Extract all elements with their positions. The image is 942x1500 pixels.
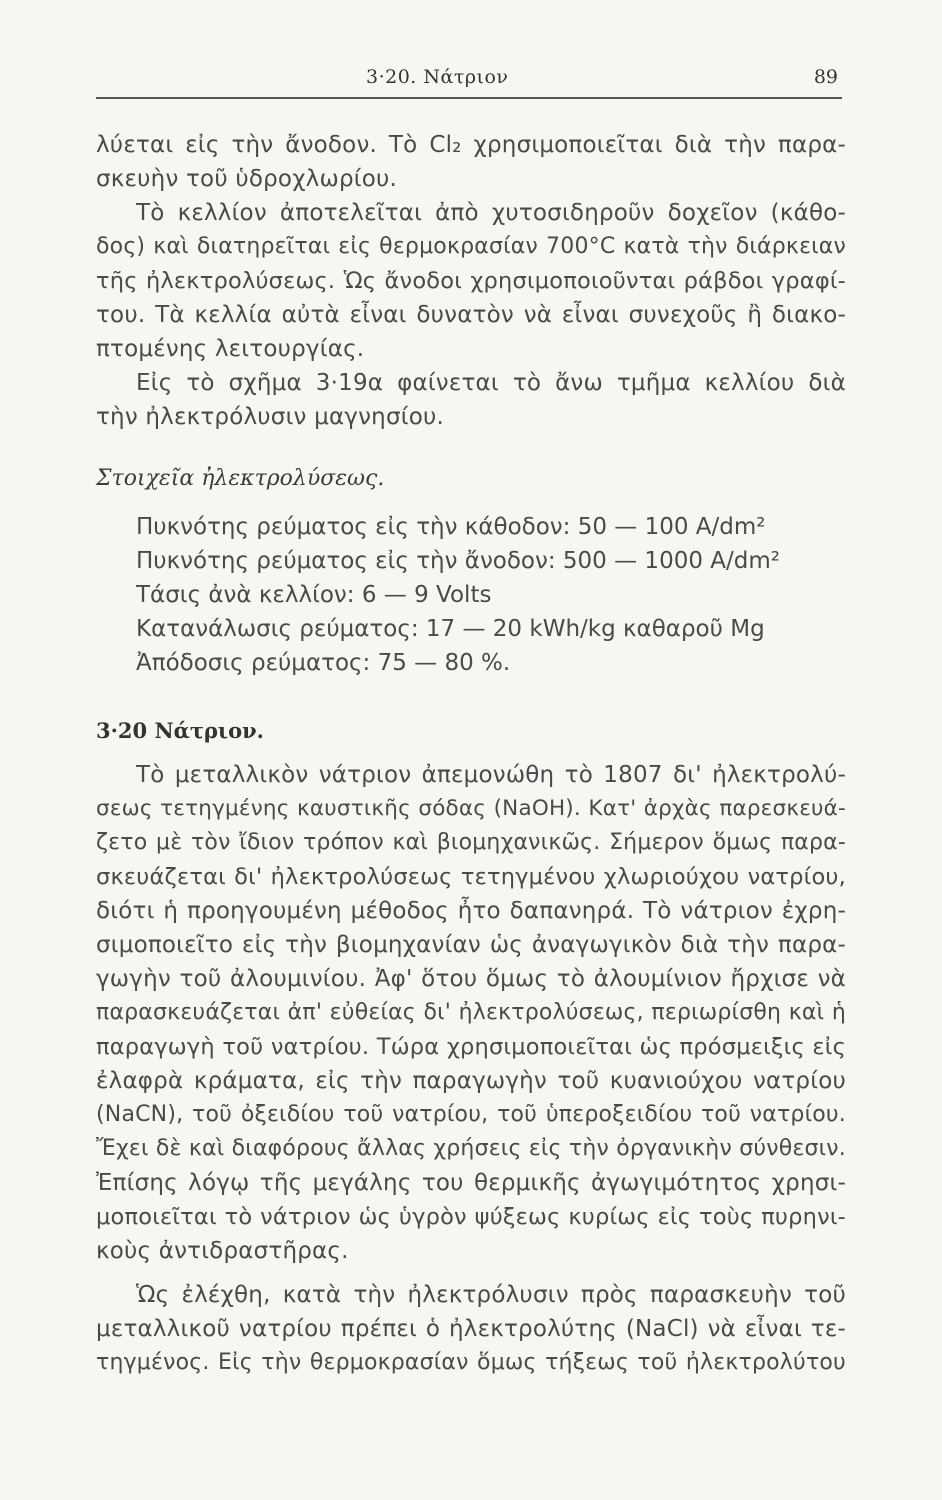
text-line: γωγὴν τοῦ ἀλουμινίου. Ἀφ' ὅτου ὅμως τὸ ἀλουμίνιον ἤρχισε νὰ <box>96 966 846 992</box>
text-line: σεως τετηγμένης καυστικῆς σόδας (NaOH). Κατ' ἀρχὰς παρεσκευά- <box>96 796 846 821</box>
text-line: παρασκευάζεται ἀπ' εὐθείας δι' ἠλεκτρολύσεως, περιωρίσθη καὶ ἡ <box>96 1000 846 1025</box>
spec-line: Ἀπόδοσις ρεύματος: 75 — 80 %. <box>136 650 511 676</box>
paragraph-3 <box>96 366 846 434</box>
text-line: σκευὴν τοῦ ὑδροχλωρίου. <box>96 166 398 192</box>
text-line: ζετο μὲ τὸν ἴδιον τρόπον καὶ βιομηχανικῶς. Σήμερον ὅμως παρα- <box>96 830 846 855</box>
text-line: λύεται εἰς τὴν ἄνοδον. Τὸ Cl₂ χρησιμοποιεῖται διὰ τὴν παρα- <box>96 132 846 158</box>
running-title: 3·20. Νάτριον <box>366 66 509 88</box>
text-line: παραγωγὴ τοῦ νατρίου. Τώρα χρησιμοποιεῖται ὡς πρόσμειξις εἰς <box>96 1034 846 1060</box>
text-line: Τὸ μεταλλικὸν νάτριον ἀπεμονώθη τὸ 1807 δι' ἠλεκτρολύ- <box>136 762 846 788</box>
text-line: τηγμένος. Εἰς τὴν θερμοκρασίαν ὅμως τήξεως τοῦ ἠλεκτρολύτου <box>96 1350 846 1375</box>
text-line: κοὺς ἀντιδραστῆρας. <box>96 1238 349 1264</box>
text-line: πτομένης λειτουργίας. <box>96 336 365 362</box>
electrolysis-specs <box>136 510 836 680</box>
text-line: δος) καὶ διατηρεῖται εἰς θερμοκρασίαν 700°C κατὰ τὴν διάρκειαν <box>96 234 846 259</box>
text-line: ἐλαφρὰ κράματα, εἰς τὴν παραγωγὴν τοῦ κυανιούχου νατρίου <box>96 1068 846 1094</box>
section-heading: 3·20 Νάτριον. <box>96 718 264 743</box>
spec-line: Τάσις ἀνὰ κελλίον: 6 — 9 Volts <box>136 582 492 608</box>
text-line: διότι ἡ προηγουμένη μέθοδος ἦτο δαπανηρά. Τὸ νάτριον ἐχρη- <box>96 898 846 924</box>
page-number: 89 <box>813 66 838 88</box>
spec-line: Κατανάλωσις ρεύματος: 17 — 20 kWh/kg καθαροῦ Mg <box>136 616 765 642</box>
text-line: του. Τὰ κελλία αὐτὰ εἶναι δυνατὸν νὰ εἶναι συνεχοῦς ἢ διακο- <box>96 302 846 328</box>
text-line: τῆς ἠλεκτρολύσεως. Ὡς ἄνοδοι χρησιμοποιοῦνται ράβδοι γραφί- <box>96 268 846 294</box>
paragraph-4 <box>96 758 846 1268</box>
text-line: τὴν ἠλεκτρόλυσιν μαγνησίου. <box>96 404 444 430</box>
text-line: Ἔχει δὲ καὶ διαφόρους ἄλλας χρήσεις εἰς τὴν ὀργανικὴν σύνθεσιν. <box>96 1136 846 1161</box>
text-line: μεταλλικοῦ νατρίου πρέπει ὁ ἠλεκτρολύτης (NaCl) νὰ εἶναι τε- <box>96 1316 846 1342</box>
paragraph-1 <box>96 128 846 196</box>
paragraph-5 <box>96 1278 846 1380</box>
spec-line: Πυκνότης ρεύματος εἰς τὴν ἄνοδον: 500 — 1000 A/dm² <box>136 548 780 574</box>
text-line: Εἰς τὸ σχῆμα 3·19α φαίνεται τὸ ἄνω τμῆμα κελλίου διὰ <box>136 370 846 396</box>
text-line: Τὸ κελλίον ἀποτελεῖται ἀπὸ χυτοσιδηροῦν δοχεῖον (κάθο- <box>136 200 846 226</box>
header-rule <box>96 97 842 99</box>
running-head <box>96 66 842 96</box>
text-line: (NaCN), τοῦ ὀξειδίου τοῦ νατρίου, τοῦ ὑπεροξειδίου τοῦ νατρίου. <box>96 1102 846 1127</box>
text-line: Ὡς ἐλέχθη, κατὰ τὴν ἠλεκτρόλυσιν πρὸς παρασκευὴν τοῦ <box>136 1282 846 1308</box>
spec-line: Πυκνότης ρεύματος εἰς τὴν κάθοδον: 50 — 100 A/dm² <box>136 514 766 540</box>
text-line: μοποιεῖται τὸ νάτριον ὡς ὑγρὸν ψύξεως κυρίως εἰς τοὺς πυρηνι- <box>96 1204 846 1230</box>
text-line: σιμοποιεῖτο εἰς τὴν βιομηχανίαν ὡς ἀναγωγικὸν διὰ τὴν παρα- <box>96 932 846 958</box>
text-line: σκευάζεται δι' ἠλεκτρολύσεως τετηγμένου χλωριούχου νατρίου, <box>96 864 846 890</box>
paragraph-2 <box>96 196 846 366</box>
elements-heading: Στοιχεῖα ἠλεκτρολύσεως. <box>96 466 385 491</box>
text-line: Ἐπίσης λόγῳ τῆς μεγάλης του θερμικῆς ἀγωγιμότητος χρησι- <box>96 1170 846 1196</box>
